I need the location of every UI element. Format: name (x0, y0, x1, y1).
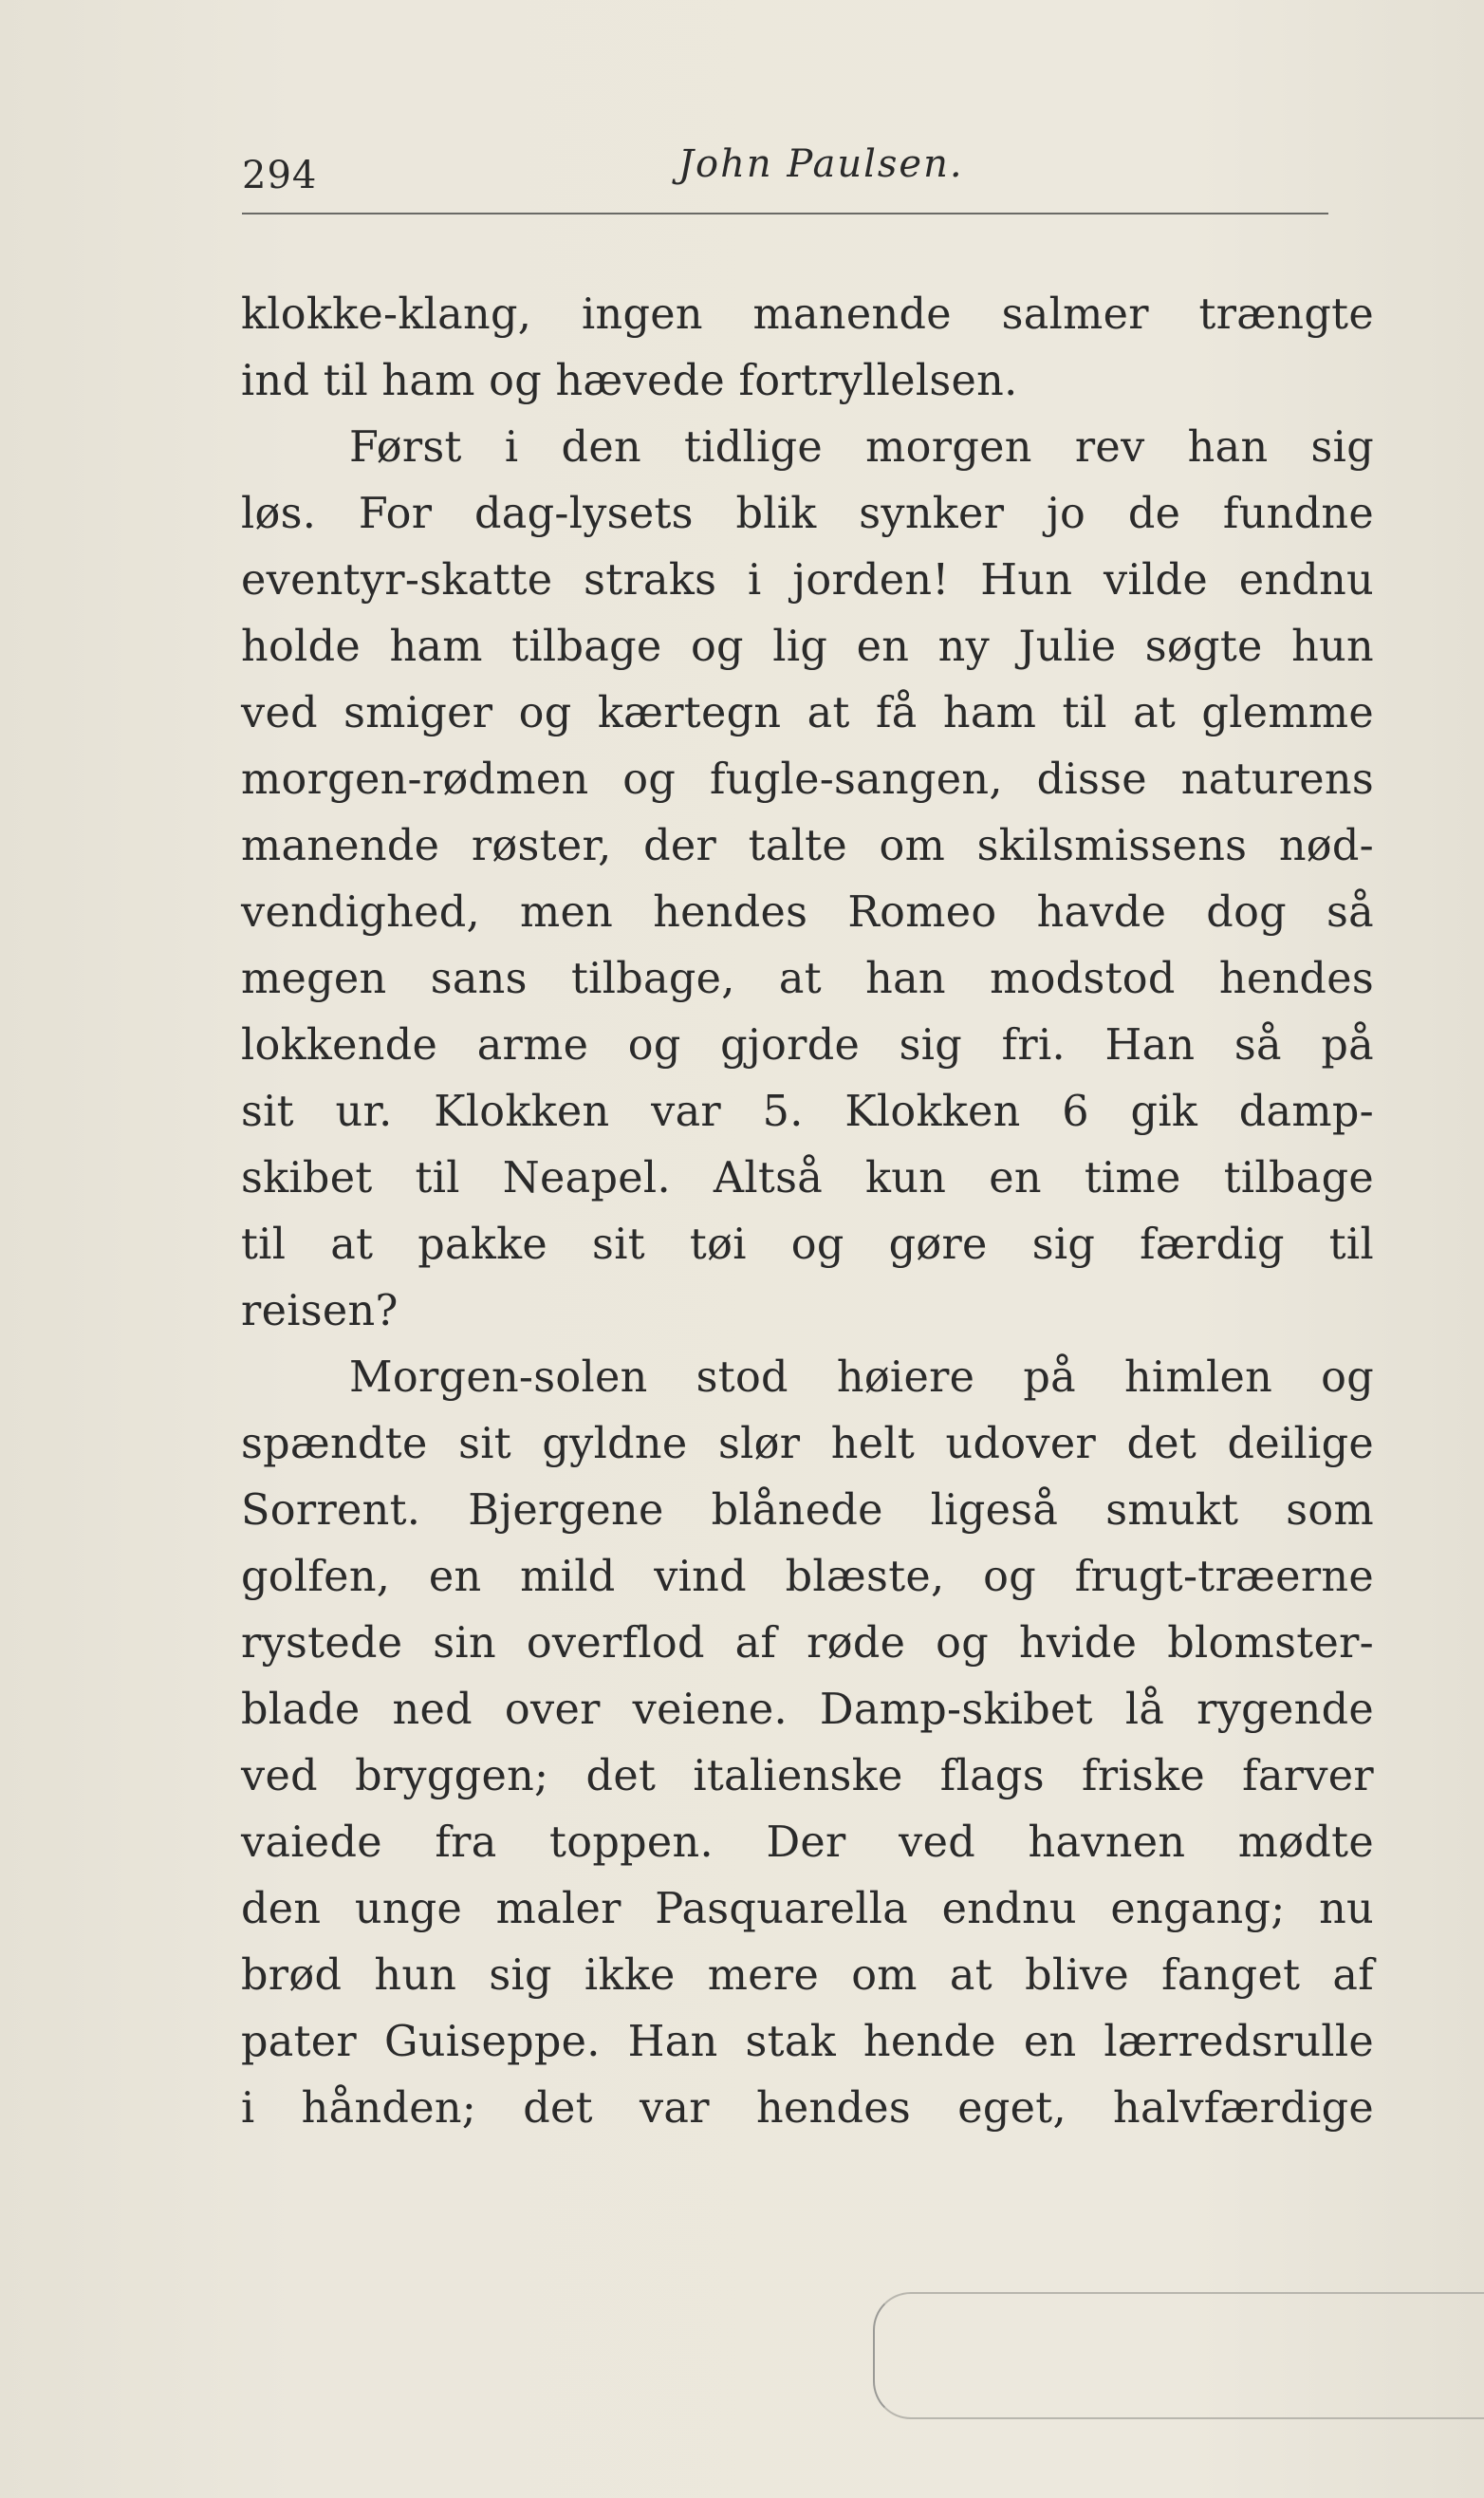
text-line: skibet til Neapel. Altså kun en time tilbage (241, 1154, 1374, 1202)
page-header (242, 133, 1328, 209)
header-rule (242, 213, 1328, 214)
text-line: i hånden; det var hendes eget, halvfærdige (241, 2084, 1374, 2133)
text-line: rystede sin overflod af røde og hvide blomster- (241, 1619, 1374, 1668)
text-line: ind til ham og hævede fortryllelsen. (241, 357, 1018, 405)
text-line: sit ur. Klokken var 5. Klokken 6 gik damp- (241, 1088, 1374, 1136)
text-line: Sorrent. Bjergene blånede ligeså smukt som (241, 1486, 1374, 1535)
text-line: morgen-rødmen og fugle-sangen, disse naturens (241, 755, 1374, 804)
text-line: pater Guiseppe. Han stak hende en lærredsrulle (241, 2018, 1374, 2066)
text-line: reisen? (241, 1287, 399, 1335)
text-line: ved smiger og kærtegn at få ham til at glemme (241, 689, 1374, 737)
text-line: klokke-klang, ingen manende salmer trængte (241, 290, 1374, 339)
text-line: spændte sit gyldne slør helt udover det deilige (241, 1420, 1374, 1468)
text-line: blade ned over veiene. Damp-skibet lå rygende (241, 1686, 1374, 1734)
text-line: megen sans tilbage, at han modstod hendes (241, 955, 1374, 1003)
body-text (241, 282, 1374, 2142)
text-line: brød hun sig ikke mere om at blive fanget af (241, 1951, 1374, 2000)
text-line: den unge maler Pasquarella endnu engang; nu (241, 1885, 1374, 1933)
text-line: Først i den tidlige morgen rev han sig (349, 423, 1374, 472)
text-line: løs. For dag-lysets blik synker jo de fundne (241, 490, 1374, 538)
text-line: ved bryggen; det italienske flags friske farver (241, 1752, 1374, 1800)
text-line: golfen, en mild vind blæste, og frugt-træerne (241, 1553, 1374, 1601)
text-line: manende røster, der talte om skilsmissens nød- (241, 822, 1374, 870)
text-line: vaiede fra toppen. Der ved havnen mødte (241, 1818, 1374, 1867)
text-line: lokkende arme og gjorde sig fri. Han så på (241, 1021, 1374, 1070)
text-line: eventyr-skatte straks i jorden! Hun vilde endnu (241, 556, 1374, 605)
text-line: til at pakke sit tøi og gøre sig færdig til (241, 1221, 1374, 1269)
corner-frame-mark (873, 2292, 1484, 2419)
page-number: 294 (242, 154, 318, 197)
text-line: holde ham tilbage og lig en ny Julie søgte hun (241, 623, 1374, 671)
text-line: vendighed, men hendes Romeo havde dog så (241, 888, 1374, 937)
running-head: John Paulsen. (678, 142, 964, 186)
text-line: Morgen-solen stod høiere på himlen og (349, 1353, 1374, 1402)
